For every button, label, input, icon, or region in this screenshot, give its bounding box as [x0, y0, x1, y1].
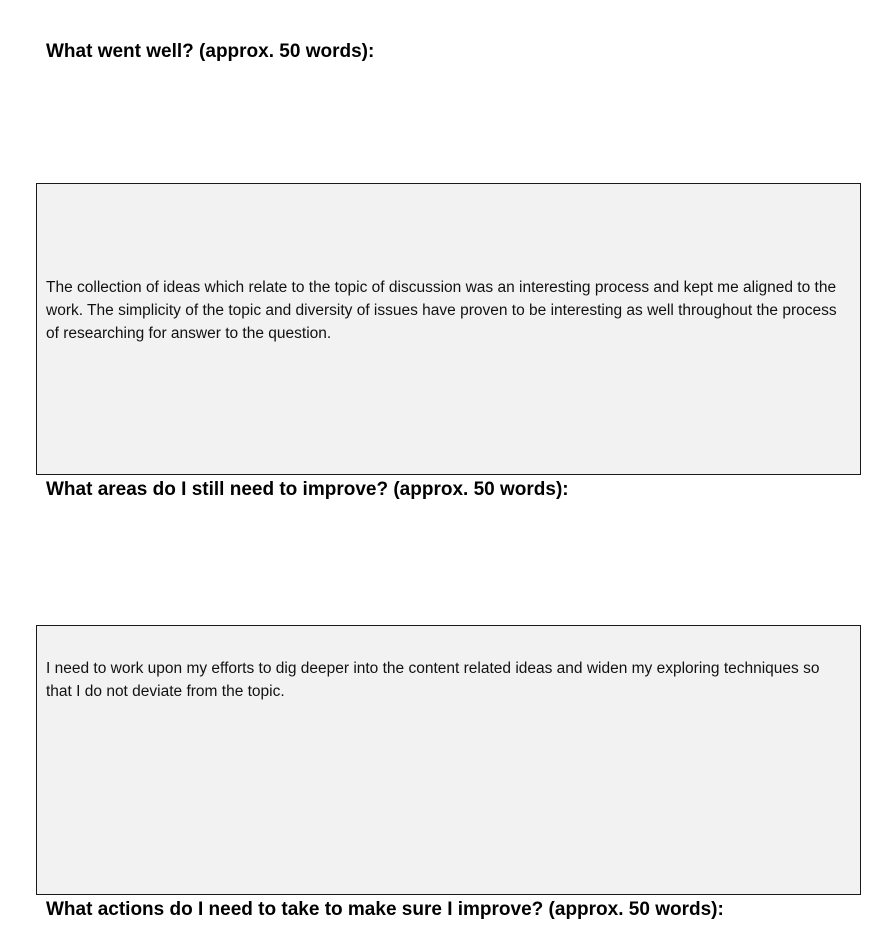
answer-box-went-well[interactable] [36, 183, 861, 475]
answer-text-areas-to-improve: I need to work upon my efforts to dig deeper into the content related ideas and widen my exploring techniques so that I do not deviate from the topic. [46, 660, 820, 700]
answer-text-went-well: The collection of ideas which relate to the topic of discussion was an interesting process and kept me aligned to the work. The simplicity of the topic and diversity of issues have proven to be interesting as well throughout the process of researching for answer to the question. [46, 279, 837, 342]
section-heading-areas-to-improve: What areas do I still need to improve? (approx. 50 words): [46, 479, 569, 500]
section-heading-actions: What actions do I need to take to make sure I improve? (approx. 50 words): [46, 899, 724, 920]
section-heading-went-well: What went well? (approx. 50 words): [46, 41, 375, 62]
answer-box-areas-to-improve[interactable] [36, 625, 861, 895]
